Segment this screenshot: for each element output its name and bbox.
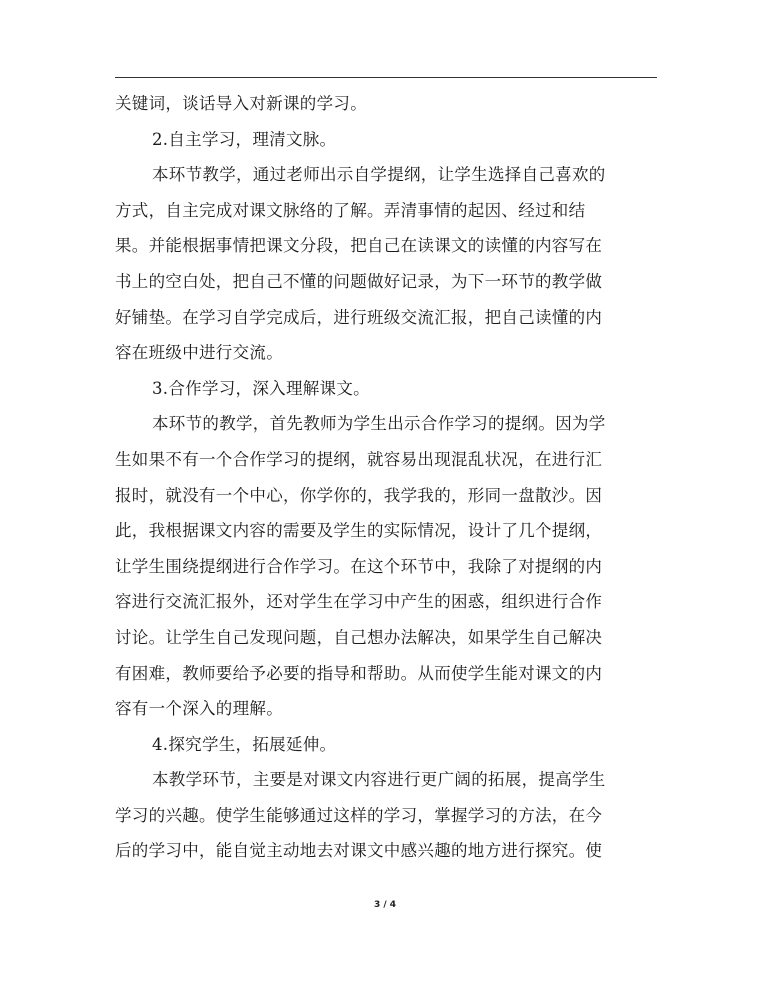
text-line: 3.合作学习，深入理解课文。 — [152, 378, 370, 398]
text-line: 果。并能根据事情把课文分段，把自己在读课文的读懂的内容写在 — [115, 236, 603, 256]
text-line: 讨论。让学生自己发现问题，自己想办法解决，如果学生自己解决 — [115, 627, 603, 647]
page-number: 3 / 4 — [373, 900, 397, 910]
text-line: 有困难，教师要给予必要的指导和帮助。从而使学生能对课文的内 — [115, 663, 603, 683]
text-line: 生如果不有一个合作学习的提纲，就容易出现混乱状况，在进行汇 — [115, 449, 603, 469]
text-line: 本环节的教学，首先教师为学生出示合作学习的提纲。因为学 — [152, 414, 606, 434]
text-line: 4.探究学生，拓展延伸。 — [152, 734, 337, 754]
text-line: 让学生围绕提纲进行合作学习。在这个环节中，我除了对提纲的内 — [115, 556, 603, 576]
text-line: 此，我根据课文内容的需要及学生的实际情况，设计了几个提纲， — [115, 521, 603, 541]
text-line: 2.自主学习，理清文脉。 — [152, 129, 337, 149]
text-line: 报时，就没有一个中心，你学你的，我学我的，形同一盘散沙。因 — [115, 485, 603, 505]
text-line: 书上的空白处，把自己不懂的问题做好记录，为下一环节的教学做 — [115, 271, 603, 291]
text-line: 好铺垫。在学习自学完成后，进行班级交流汇报，把自己读懂的内 — [115, 307, 603, 327]
header-divider — [115, 77, 657, 78]
text-line: 容进行交流汇报外，还对学生在学习中产生的困惑，组织进行合作 — [115, 592, 603, 612]
document-body — [115, 86, 660, 869]
text-line: 后的学习中，能自觉主动地去对课文中感兴趣的地方进行探究。使 — [115, 841, 603, 861]
text-line: 本环节教学，通过老师出示自学提纲，让学生选择自己喜欢的 — [152, 165, 606, 185]
text-line: 学习的兴趣。使学生能够通过这样的学习，掌握学习的方法，在今 — [115, 805, 603, 825]
text-line: 容有一个深入的理解。 — [115, 699, 283, 719]
text-line: 本教学环节，主要是对课文内容进行更广阔的拓展，提高学生 — [152, 770, 606, 790]
text-line: 方式，自主完成对课文脉络的了解。弄清事情的起因、经过和结 — [115, 200, 586, 220]
text-line: 关键词，谈话导入对新课的学习。 — [115, 94, 367, 113]
text-line: 容在班级中进行交流。 — [115, 343, 283, 363]
